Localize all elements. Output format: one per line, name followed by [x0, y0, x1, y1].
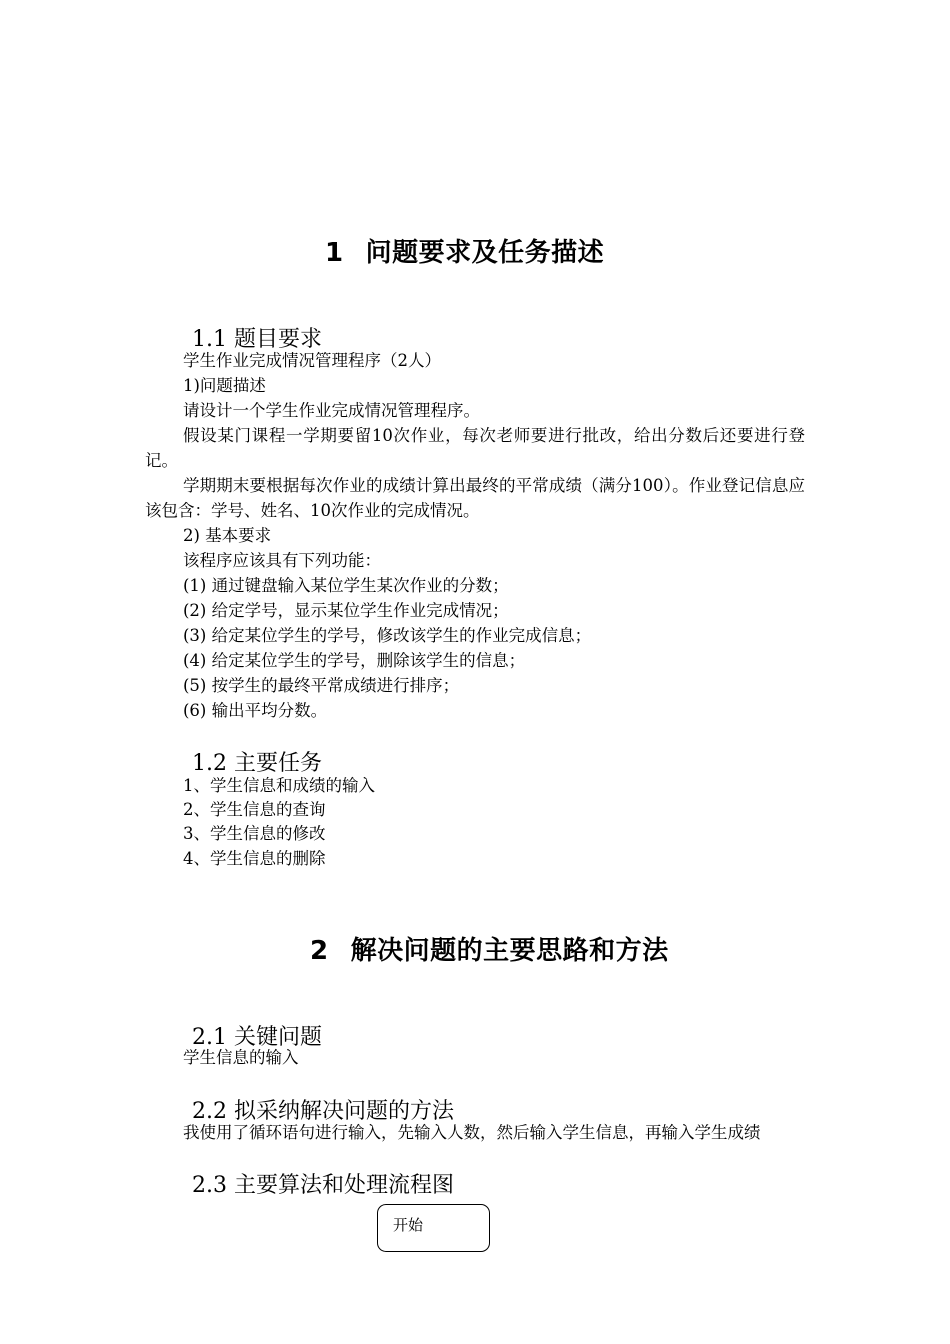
- list-item: (6) 输出平均分数。: [183, 701, 328, 720]
- section-1-title: 问题要求及任务描述: [365, 238, 605, 268]
- list-item: 2、学生信息的查询: [183, 800, 326, 819]
- flowchart-start-node: [377, 1204, 490, 1252]
- text-line: 2) 基本要求: [183, 526, 272, 545]
- text-line: 学生信息的输入: [183, 1048, 299, 1067]
- subsection-1-1-heading: 1.1 题目要求: [192, 327, 322, 352]
- section-1-number: 1: [325, 238, 344, 268]
- list-item: (1) 通过键盘输入某位学生某次作业的分数；: [183, 576, 509, 595]
- list-item: (4) 给定某位学生的学号，删除该学生的信息；: [183, 651, 526, 670]
- section-2-heading: [310, 930, 669, 967]
- paragraph: 假设某门课程一学期要留10次作业，每次老师要进行批改，给出分数后还要进行登记。: [145, 426, 805, 470]
- section-1-heading: [325, 232, 604, 269]
- list-item: (2) 给定学号，显示某位学生作业完成情况；: [183, 601, 509, 620]
- text-line: 该程序应该具有下列功能：: [183, 551, 381, 570]
- text-line: 学生作业完成情况管理程序（2人）: [183, 351, 441, 370]
- subsection-1-2-heading: 1.2 主要任务: [192, 751, 322, 776]
- list-item: 1、学生信息和成绩的输入: [183, 776, 375, 795]
- section-2-number: 2: [310, 936, 329, 966]
- text-line: 1)问题描述: [183, 376, 266, 395]
- list-item: (3) 给定某位学生的学号，修改该学生的作业完成信息；: [183, 626, 592, 645]
- flowchart-start-label: 开始: [393, 1216, 424, 1234]
- subsection-2-2-heading: 2.2 拟采纳解决问题的方法: [192, 1099, 454, 1124]
- list-item: 4、学生信息的删除: [183, 849, 326, 868]
- section-2-title: 解决问题的主要思路和方法: [350, 936, 669, 966]
- paragraph: 学期期末要根据每次作业的成绩计算出最终的平常成绩（满分100）。作业登记信息应该包含：学号、姓名、10次作业的完成情况。: [145, 476, 805, 520]
- subsection-2-1-heading: 2.1 关键问题: [192, 1025, 322, 1050]
- paragraph: 我使用了循环语句进行输入，先输入人数，然后输入学生信息，再输入学生成绩: [183, 1123, 761, 1142]
- list-item: (5) 按学生的最终平常成绩进行排序；: [183, 676, 460, 695]
- list-item: 3、学生信息的修改: [183, 824, 326, 843]
- text-line: 请设计一个学生作业完成情况管理程序。: [183, 401, 480, 420]
- subsection-2-3-heading: 2.3 主要算法和处理流程图: [192, 1173, 454, 1198]
